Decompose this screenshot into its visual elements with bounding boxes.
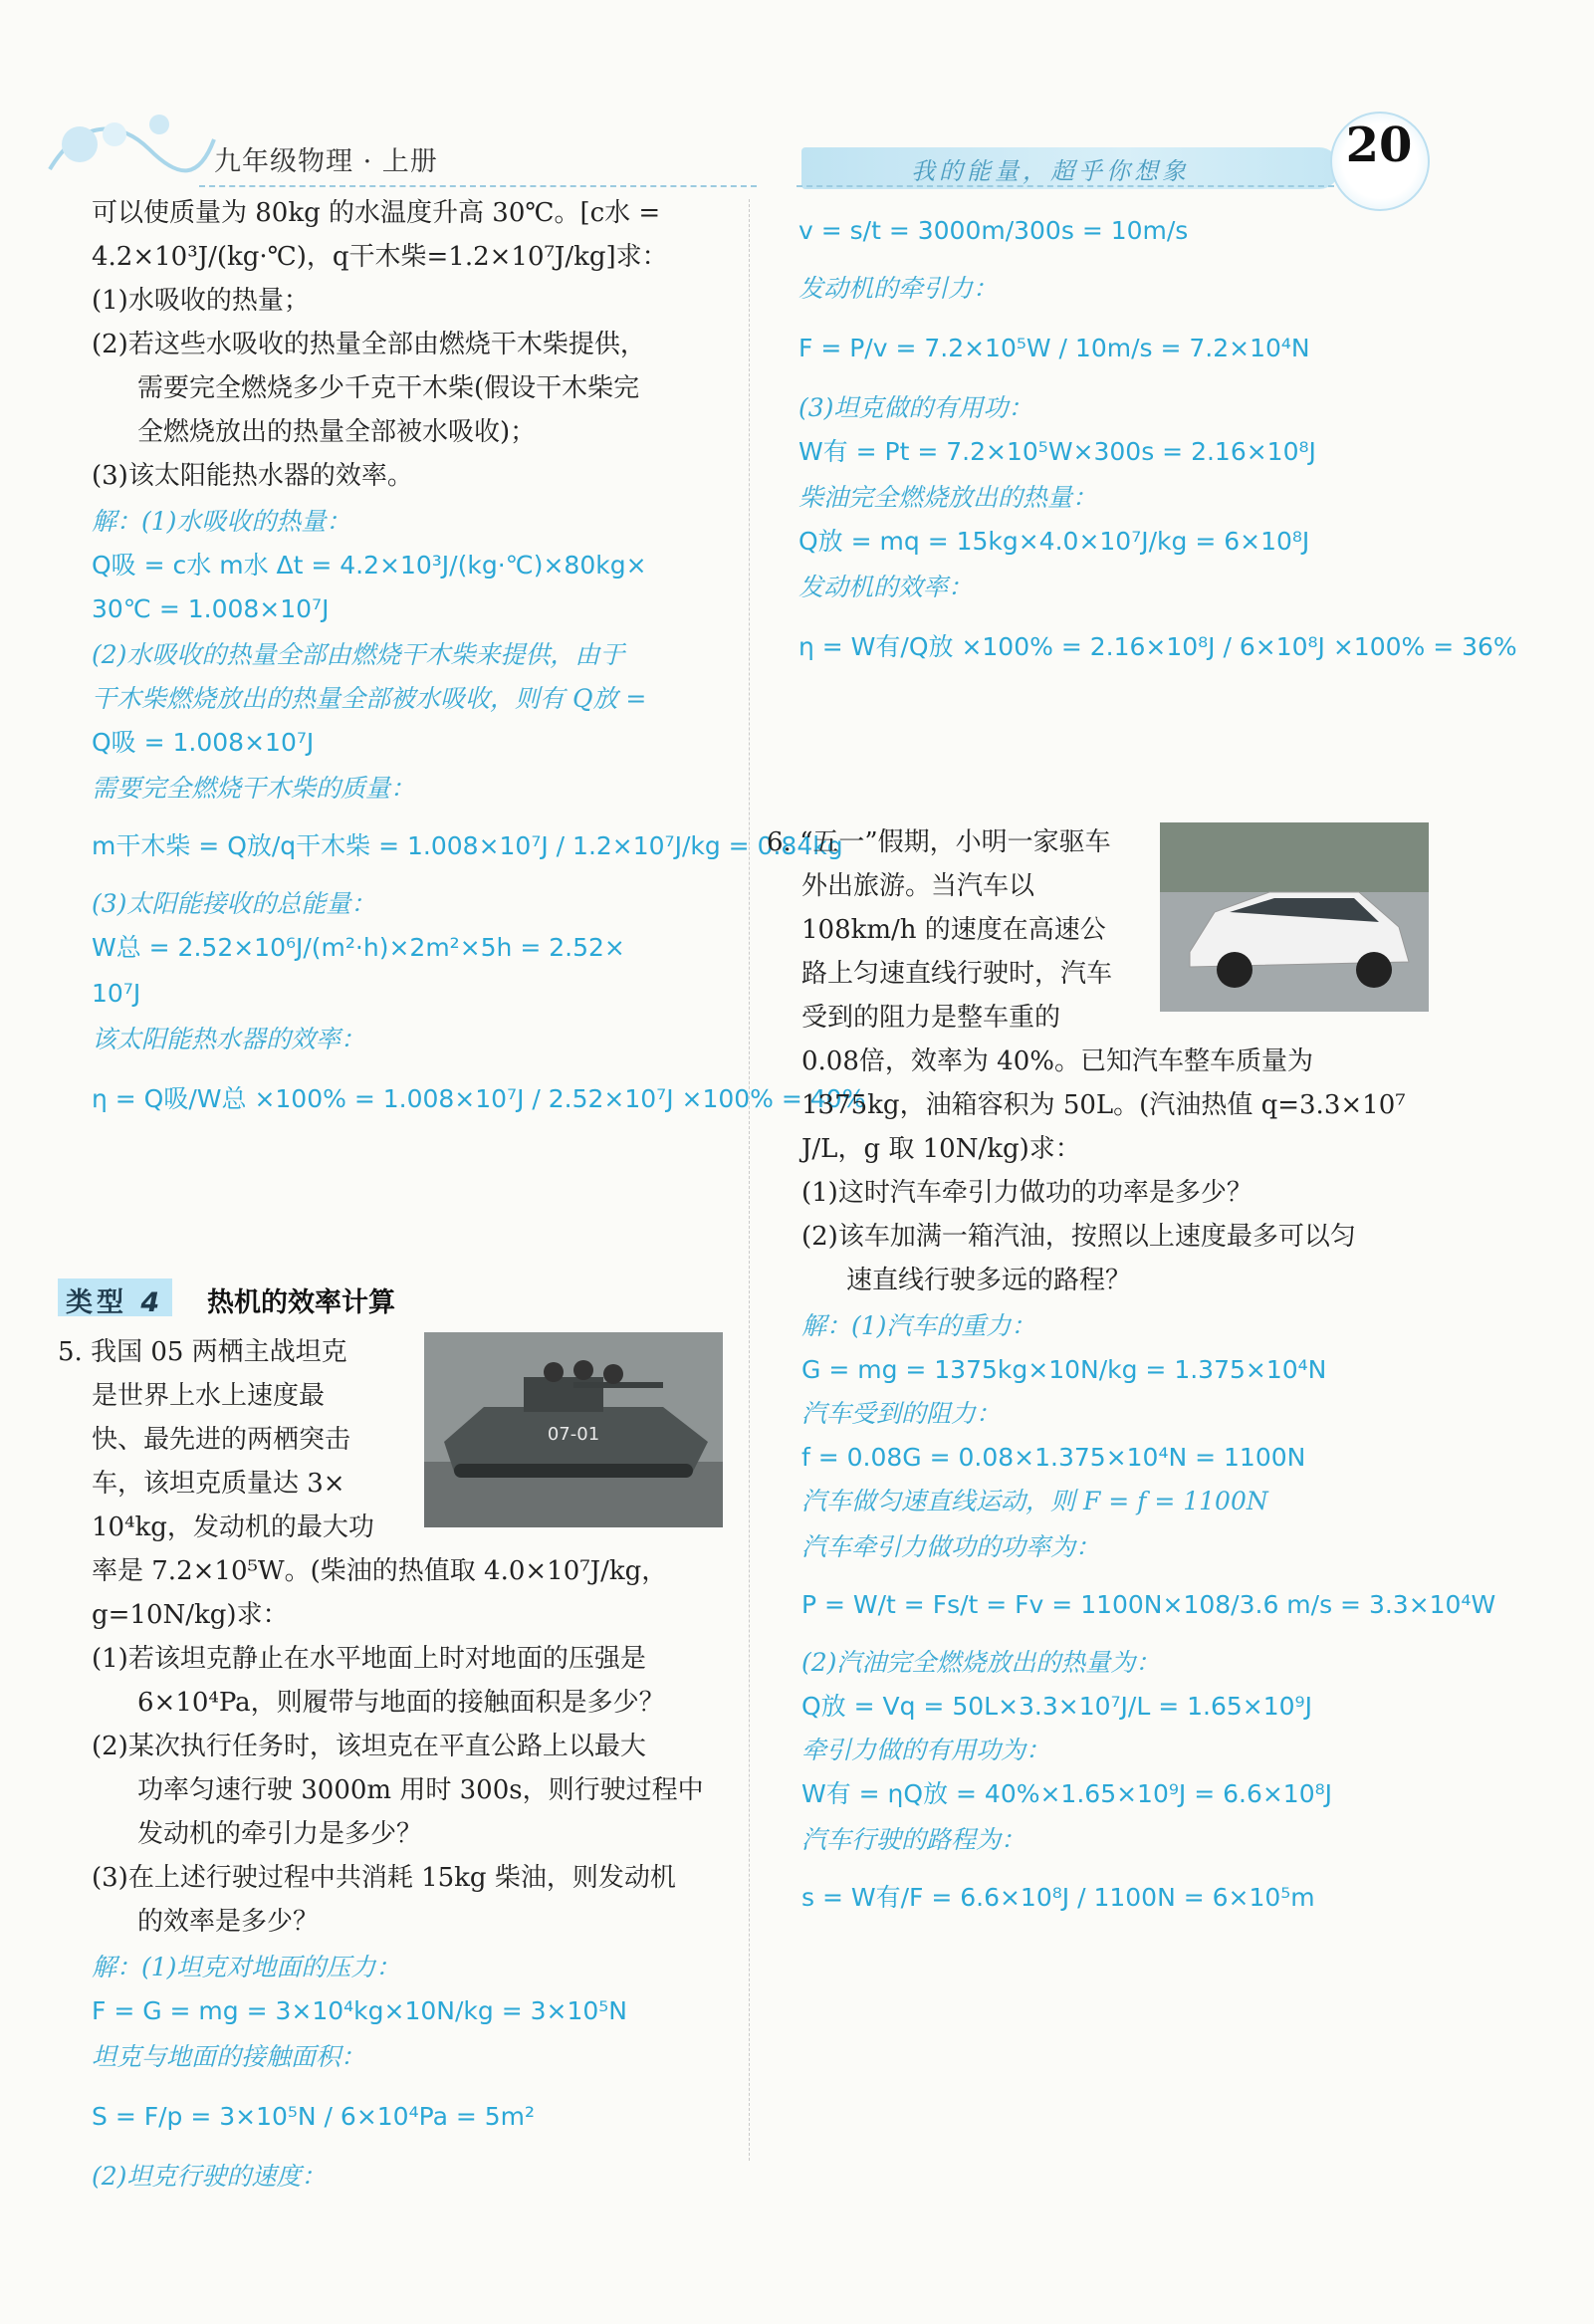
answer-line: m干木柴 = Q放/q干木柴 = 1.008×10⁷J / 1.2×10⁷J/kg = 0.84kg [92,831,843,860]
answer-line: 汽车牵引力做功的功率为： [801,1532,1101,1561]
answer-line: 牵引力做的有用功为： [801,1736,1051,1764]
q6-line: 速直线行驶多远的路程？ [846,1266,1132,1295]
q6-line: 0.08倍，效率为 40%。已知汽车整车质量为 [801,1046,1313,1076]
answer-line: 需要完全燃烧干木柴的质量： [92,774,416,803]
answer-line: P = W/t = Fs/t = Fv = 1100N×108/3.6 m/s = 3.3×10⁴W [801,1590,1496,1619]
answer-line: 该太阳能热水器的效率： [92,1025,366,1053]
answer-line: 发动机的牵引力： [798,274,999,303]
answer-line: F = P/v = 7.2×10⁵W / 10m/s = 7.2×10⁴N [798,334,1310,362]
answer-line: W总 = 2.52×10⁶J/(m²·h)×2m²×5h = 2.52× [92,933,625,962]
answer-line: (3)坦克做的有用功： [798,393,1033,422]
type-title: 热机的效率计算 [207,1287,395,1318]
answer-line: G = mg = 1375kg×10N/kg = 1.375×10⁴N [801,1355,1327,1384]
car-photo [1160,822,1429,1012]
q5-line: 车，该坦克质量达 3× [92,1469,345,1499]
type-label: 类型 4 [66,1287,164,1318]
answer-line: v = s/t = 3000m/300s = 10m/s [798,216,1189,245]
answer-line: S = F/p = 3×10⁵N / 6×10⁴Pa = 5m² [92,2102,536,2131]
q5-line: 率是 7.2×10⁵W。(柴油的热值取 4.0×10⁷J/kg， [92,1556,668,1586]
floral-ornament-icon [40,100,219,189]
q5-line: 5. 我国 05 两栖主战坦克 [58,1337,347,1367]
answer-line: 解：(1)汽车的重力： [801,1311,1036,1340]
column-divider [749,199,750,2161]
q6-line: 受到的阻力是整车重的 [801,1003,1061,1033]
q5-line: (3)在上述行驶过程中共消耗 15kg 柴油，则发动机 [92,1863,676,1893]
q4-line: 可以使质量为 80kg 的水温度升高 30℃。[c水 = [92,198,661,228]
q6-line: 1375kg，油箱容积为 50L。(汽油热值 q=3.3×10⁷ [801,1090,1406,1120]
answer-line: 10⁷J [92,979,141,1008]
answer-line: Q吸 = c水 m水 Δt = 4.2×10³J/(kg·℃)×80kg× [92,551,647,580]
answer-line: F = G = mg = 3×10⁴kg×10N/kg = 3×10⁵N [92,1996,627,2025]
q6-line: (2)该车加满一箱汽油，按照以上速度最多可以匀 [801,1222,1356,1252]
answer-line: Q放 = Vq = 50L×3.3×10⁷J/L = 1.65×10⁹J [801,1692,1312,1721]
header-divider-right [797,185,1334,187]
q5-line: (1)若该坦克静止在水平地面上时对地面的压强是 [92,1644,646,1674]
answer-line: (3)太阳能接收的总能量： [92,889,376,918]
answer-line: (2)汽油完全燃烧放出的热量为： [801,1648,1161,1677]
tank-icon [424,1332,723,1527]
answer-line: 干木柴燃烧放出的热量全部被水吸收，则有 Q放 = [92,684,647,713]
q5-line: 快、最先进的两栖突击 [92,1425,351,1455]
q6-line: 路上匀速直线行驶时，汽车 [801,959,1113,989]
q5-line: 的效率是多少？ [137,1907,320,1937]
q5-line: 10⁴kg，发动机的最大功 [92,1512,374,1542]
q4-line: 全燃烧放出的热量全部被水吸收)； [137,417,537,447]
page-header [0,0,1594,189]
answer-line: 汽车做匀速直线运动，则 F = f = 1100N [801,1487,1268,1515]
answer-line: 解：(1)坦克对地面的压力： [92,1953,401,1981]
answer-line: f = 0.08G = 0.08×1.375×10⁴N = 1100N [801,1443,1306,1472]
answer-line: Q吸 = 1.008×10⁷J [92,728,315,757]
answer-line: η = W有/Q放 ×100% = 2.16×10⁸J / 6×10⁸J ×100% = 36% [798,632,1517,661]
header-divider-left [199,185,757,187]
book-title: 九年级物理 · 上册 [214,146,438,177]
q6-line: 外出旅游。当汽车以 [801,871,1035,901]
car-icon [1160,822,1429,1012]
q5-line: (2)某次执行任务时，该坦克在平直公路上以最大 [92,1732,646,1761]
q5-line: 功率匀速行驶 3000m 用时 300s，则行驶过程中 [137,1775,704,1805]
answer-line: 30℃ = 1.008×10⁷J [92,594,330,623]
q6-line: 6. “五一”假期，小明一家驱车 [767,827,1111,857]
answer-line: η = Q吸/W总 ×100% = 1.008×10⁷J / 2.52×10⁷J ×100% = 40% [92,1084,866,1113]
q6-line: 108km/h 的速度在高速公 [801,915,1106,945]
q4-line: 4.2×10³J/(kg·℃)，q干木柴=1.2×10⁷J/kg]求： [92,242,668,272]
answer-line: 汽车受到的阻力： [801,1399,1002,1428]
answer-line: 解：(1)水吸收的热量： [92,507,351,536]
answer-line: 汽车行驶的路程为： [801,1825,1026,1854]
answer-line: (2)坦克行驶的速度： [92,2162,327,2191]
page-number: 20 [1345,117,1413,173]
answer-line: Q放 = mq = 15kg×4.0×10⁷J/kg = 6×10⁸J [798,527,1310,556]
q5-line: 发动机的牵引力是多少？ [137,1819,423,1849]
q5-line: 6×10⁴Pa，则履带与地面的接触面积是多少？ [137,1688,665,1718]
answer-line: W有 = Pt = 7.2×10⁵W×300s = 2.16×10⁸J [798,437,1316,466]
tank-photo [424,1332,723,1527]
tank-hull-number: 07-01 [547,1424,600,1445]
q6-line: J/L，g 取 10N/kg)求： [801,1134,1081,1164]
q4-line: (3)该太阳能热水器的效率。 [92,461,413,491]
answer-line: W有 = ηQ放 = 40%×1.65×10⁹J = 6.6×10⁸J [801,1779,1333,1808]
header-slogan: 我的能量，超乎你想象 [911,157,1190,185]
q4-line: (2)若这些水吸收的热量全部由燃烧干木柴提供， [92,330,646,359]
q6-line: (1)这时汽车牵引力做功的功率是多少？ [801,1178,1252,1208]
q4-line: 需要完全燃烧多少千克干木柴(假设干木柴完 [137,373,640,403]
q5-line: g=10N/kg)求： [92,1600,289,1630]
answer-line: s = W有/F = 6.6×10⁸J / 1100N = 6×10⁵m [801,1883,1315,1912]
answer-line: (2)水吸收的热量全部由燃烧干木柴来提供，由于 [92,640,625,669]
answer-line: 坦克与地面的接触面积： [92,2042,366,2071]
answer-line: 柴油完全燃烧放出的热量： [798,483,1098,512]
q4-line: (1)水吸收的热量； [92,286,310,316]
q5-line: 是世界上水上速度最 [92,1381,326,1411]
answer-line: 发动机的效率： [798,573,974,601]
